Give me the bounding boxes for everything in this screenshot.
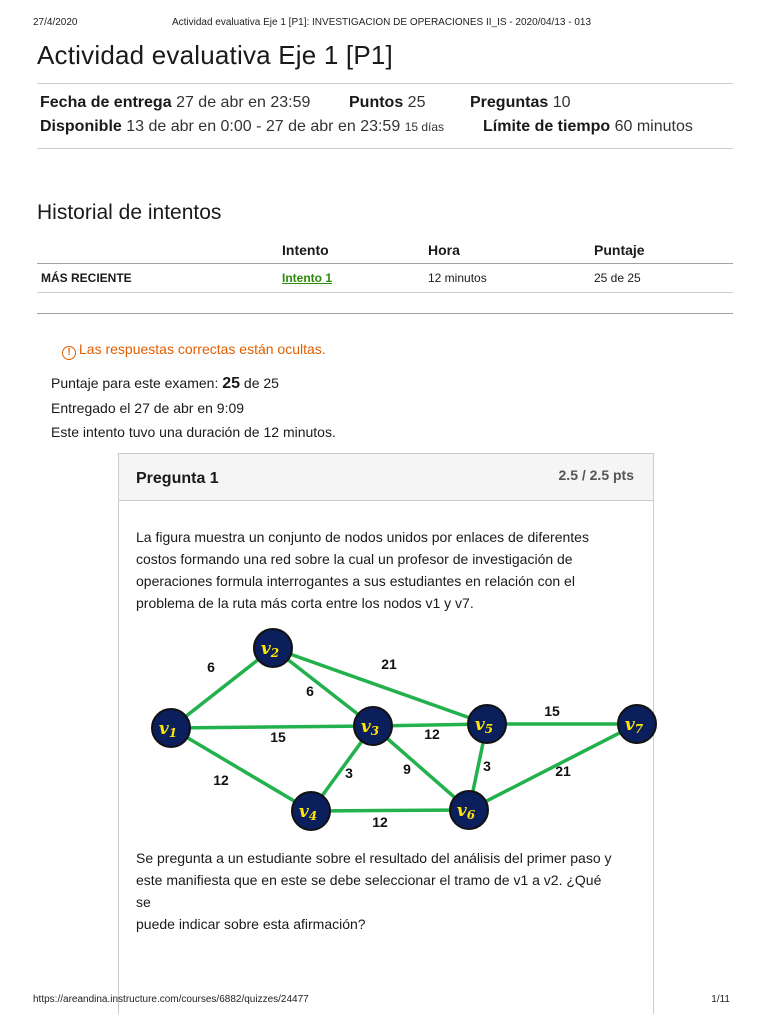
points — [349, 94, 425, 112]
time-limit-value: 60 minutos — [614, 118, 693, 135]
score-prefix: Puntaje para este examen: — [51, 375, 219, 391]
question-prompt — [136, 847, 616, 935]
question-text-line: operaciones formula interrogantes a sus estudiantes en relación con el — [136, 573, 575, 589]
edge-weight-label: 12 — [213, 772, 229, 788]
notice-text: Las respuestas correctas están ocultas. — [79, 341, 326, 357]
edge-weight-label: 6 — [207, 659, 215, 675]
edge-weight-label: 3 — [483, 758, 491, 774]
column-header-time: Hora — [428, 242, 460, 258]
points-label: Puntos — [349, 94, 404, 111]
edge-weight-label: 3 — [345, 765, 353, 781]
print-page-number: 1/11 — [711, 994, 730, 1005]
column-header-attempt: Intento — [282, 242, 329, 258]
question-title: Pregunta 1 — [136, 470, 219, 487]
node-label-v2: v2 — [260, 639, 280, 660]
edge-weight-label: 21 — [381, 656, 397, 672]
submitted-at: Entregado el 27 de abr en 9:09 — [51, 400, 245, 416]
points-value: 25 — [407, 94, 426, 111]
due-date — [40, 94, 310, 112]
score-value: 25 — [222, 375, 241, 392]
available-value: 13 de abr en 0:00 - 27 de abr en 23:59 — [126, 118, 401, 135]
divider — [37, 148, 733, 149]
edge-weight-label: 9 — [403, 761, 411, 777]
print-header — [33, 17, 730, 31]
question-prompt-line: puede indicar sobre esta afirmación? — [136, 916, 366, 932]
history-title: Historial de intentos — [37, 201, 222, 224]
print-title: Actividad evaluativa Eje 1 [P1]: INVESTIGACION DE OPERACIONES II_IS - 2020/04/13 - 013 — [171, 17, 592, 28]
due-value: 27 de abr en 23:59 — [176, 94, 311, 111]
question-text-line: La figura muestra un conjunto de nodos unidos por enlaces de diferentes — [136, 529, 589, 545]
print-footer — [33, 994, 730, 1008]
edge-weight-label: 6 — [306, 683, 314, 699]
attempt-score: 25 de 25 — [594, 271, 641, 285]
available-label: Disponible — [40, 118, 122, 135]
edge-weight-label: 12 — [424, 726, 440, 742]
edge-v4-v6 — [311, 810, 469, 811]
attempt-link[interactable]: Intento 1 — [282, 271, 332, 285]
question-prompt-line: Se pregunta a un estudiante sobre el resultado del análisis del primer paso y — [136, 850, 612, 866]
node-label-v7: v7 — [624, 715, 644, 736]
hidden-answers-notice — [62, 341, 326, 360]
time-limit — [483, 118, 693, 136]
column-header-score: Puntaje — [594, 242, 645, 258]
edge-weight-label: 21 — [555, 763, 571, 779]
question-header — [119, 454, 653, 501]
shortest-path-network-diagram — [139, 624, 659, 839]
divider — [37, 313, 733, 314]
edge-weight-label: 12 — [372, 814, 388, 830]
question-prompt-line: este manifiesta que en este se debe seleccionar el tramo de v1 a v2. ¿Qué se — [136, 872, 602, 910]
question-points: 2.5 / 2.5 pts — [558, 467, 634, 483]
node-label-v3: v3 — [360, 717, 380, 738]
questions-value: 10 — [552, 94, 571, 111]
table-row-divider — [37, 292, 733, 293]
table-header-divider — [37, 263, 733, 264]
print-date: 27/4/2020 — [33, 17, 78, 28]
due-label: Fecha de entrega — [40, 94, 172, 111]
node-label-v6: v6 — [456, 801, 476, 822]
score-suffix: de 25 — [243, 375, 279, 391]
edge-v1-v3 — [171, 726, 373, 728]
edge-weight-label: 15 — [544, 703, 560, 719]
node-label-v5: v5 — [474, 715, 494, 736]
availability — [40, 118, 444, 136]
warning-circle-icon: ! — [62, 346, 76, 360]
duration: Este intento tuvo una duración de 12 minutos. — [51, 424, 336, 440]
row-label: MÁS RECIENTE — [41, 271, 132, 285]
print-url: https://areandina.instructure.com/courses/6882/quizzes/24477 — [33, 994, 309, 1005]
node-label-v4: v4 — [298, 802, 318, 823]
questions-count — [470, 94, 571, 112]
question-text-line: problema de la ruta más corta entre los nodos v1 y v7. — [136, 595, 474, 611]
question-text — [136, 526, 616, 614]
question-card — [118, 453, 654, 1014]
page-title: Actividad evaluativa Eje 1 [P1] — [37, 40, 393, 70]
score-summary — [51, 375, 279, 393]
questions-label: Preguntas — [470, 94, 549, 111]
time-limit-label: Límite de tiempo — [483, 118, 611, 135]
available-days: 15 días — [404, 120, 445, 134]
divider — [37, 83, 733, 84]
edge-v1-v4 — [171, 728, 311, 811]
question-text-line: costos formando una red sobre la cual un profesor de investigación de — [136, 551, 573, 567]
edge-weight-label: 15 — [270, 729, 286, 745]
node-label-v1: v1 — [158, 719, 178, 740]
attempt-time: 12 minutos — [428, 271, 487, 285]
